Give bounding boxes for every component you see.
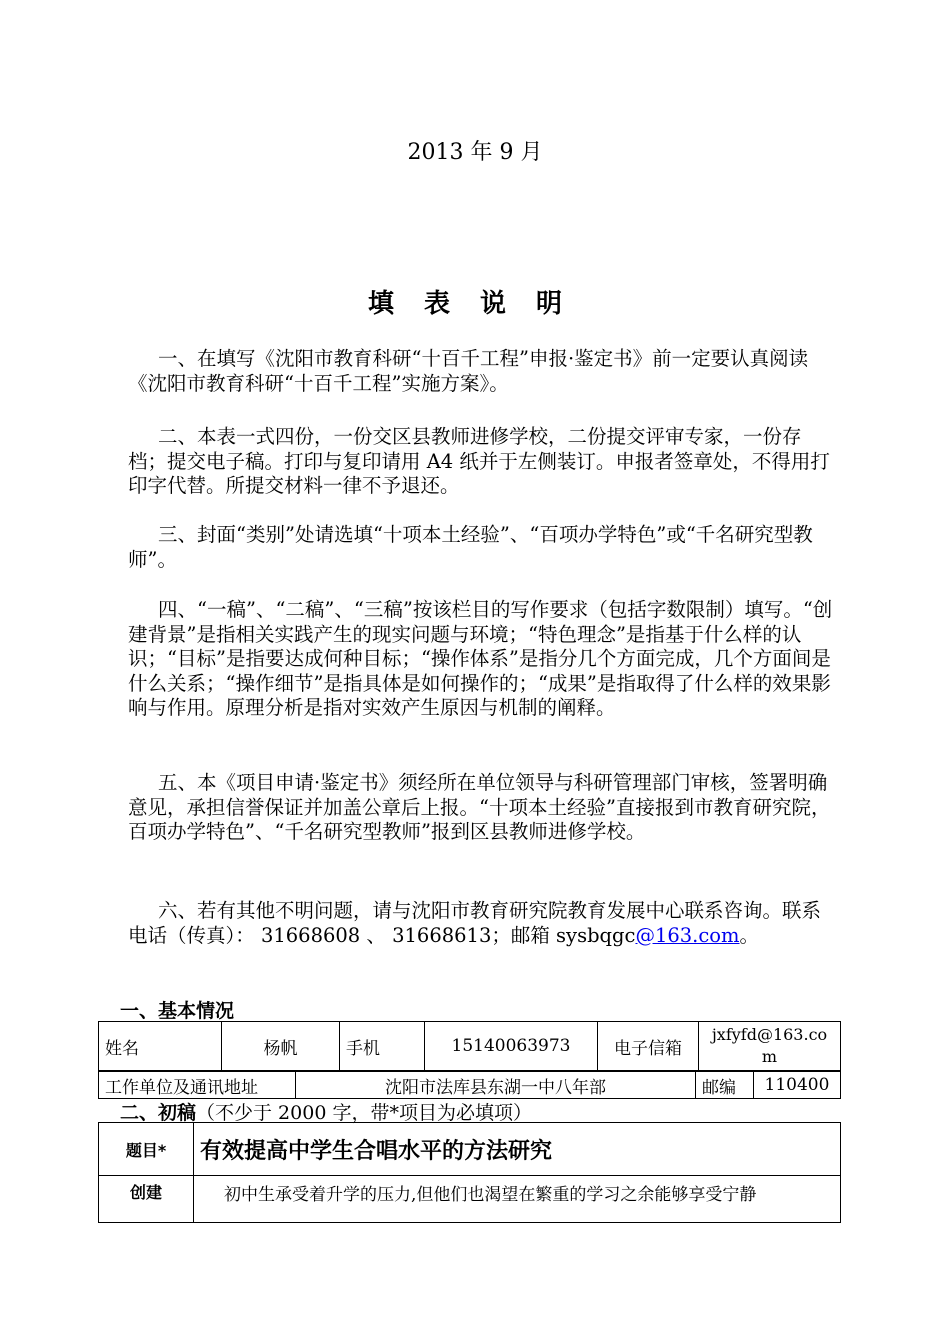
contact-text: 六、若有其他不明问题，请与沈阳市教育研究院教育发展中心联系咨询。联系电话（传真）： 31668608 、 31668613；邮箱 sysbqgc [128,899,822,947]
draft-title: 二、初稿 [120,1102,197,1124]
email-link[interactable]: @163.com [635,923,740,947]
section-basic-title: 一、基本情况 [120,1000,235,1022]
instruction-3: 三、封面“类别”处请选填“十项本土经验”、“百项办学特色”或“千名研究型教师”。 [128,523,813,571]
basic-info-table [98,1021,841,1071]
phone-value: 15140063973 [425,1022,598,1071]
name-value: 杨帆 [222,1022,340,1071]
draft-table [98,1122,841,1223]
address-label: 工作单位及通讯地址 [99,1072,296,1099]
draft-note: （不少于 2000 字，带*项目为必填项） [196,1102,532,1124]
background-label: 创建 [99,1176,194,1223]
page-heading: 填表说明 [367,289,592,319]
contact-end: 。 [739,923,760,947]
section-draft-title [120,1098,532,1125]
instruction-5: 五、本《项目申请·鉴定书》须经所在单位领导与科研管理部门审核，签署明确意见，承担信誉保证并加盖公章后上报。“十项本土经验”直接报到市教育研究院，百项办学特色”、“千名研究型教师”报到区县教师进修学校。 [128,771,831,843]
email-label: 电子信箱 [598,1022,699,1071]
phone-label: 手机 [340,1022,425,1071]
instruction-2: 二、本表一式四份，一份交区县教师进修学校，二份提交评审专家，一份存档；提交电子稿。打印与复印请用 A4 纸并于左侧装订。申报者签章处，不得用打印字代替。所提交材料一律不予退还。 [128,425,830,497]
zip-label: 邮编 [696,1072,754,1099]
topic-value: 有效提高中学生合唱水平的方法研究 [194,1123,841,1176]
instruction-1: 一、在填写《沈阳市教育科研“十百千工程”申报·鉴定书》前一定要认真阅读《沈阳市教育科研“十百千工程”实施方案》。 [128,347,809,395]
address-table [98,1071,841,1099]
zip-value: 110400 [754,1072,841,1099]
instruction-6 [128,899,838,948]
date-line: 2013 年 9 月 [407,140,543,165]
background-value: 初中生承受着升学的压力,但他们也渴望在繁重的学习之余能够享受宁静 [194,1176,841,1223]
topic-label: 题目* [99,1123,194,1176]
name-label: 姓名 [99,1022,222,1071]
email-value: jxfyfd@163.com [699,1022,841,1071]
instruction-4: 四、“一稿”、“二稿”、“三稿”按该栏目的写作要求（包括字数限制）填写。“创建背景”是指相关实践产生的现实问题与环境；“特色理念”是指基于什么样的认识；“目标”是指要达成何种目标；“操作体系”是指分几个方面完成，几个方面间是什么关系；“操作细节”是指具体是如何操作的；“成果”是指取得了什么样的效果影响与作用。原理分析是指对实效产生原因与机制的阐释。 [128,598,833,719]
address-value: 沈阳市法库县东湖一中八年部 [296,1072,696,1099]
